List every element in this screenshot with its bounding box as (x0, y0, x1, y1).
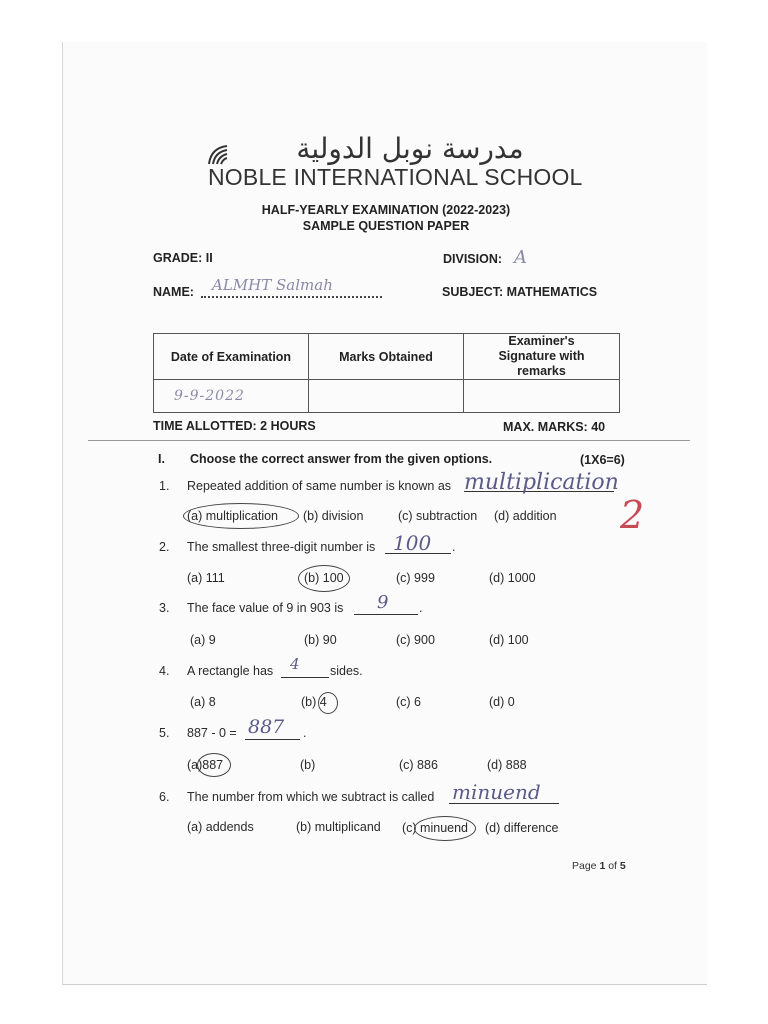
question-2-option-a: (a) 111 (187, 571, 225, 585)
question-4-option-d: (d) 0 (489, 695, 515, 709)
exam-title: HALF-YEARLY EXAMINATION (2022-2023) (261, 203, 511, 217)
question-2-number: 2. (159, 540, 170, 554)
division-label: DIVISION: (443, 252, 503, 266)
exam-info-table (153, 333, 620, 413)
section-number: I. (158, 452, 165, 466)
question-4-option-a: (a) 8 (190, 695, 216, 709)
question-2-option-c: (c) 999 (396, 571, 435, 585)
date-header: Date of Examination (154, 334, 309, 380)
division-value: A (514, 247, 527, 268)
question-1-option-d: (d) addition (494, 509, 557, 523)
name-label: NAME: (153, 285, 194, 299)
section-marks: (1X6=6) (580, 453, 625, 467)
question-1-option-b: (b) division (303, 509, 364, 523)
question-1-option-c: (c) subtraction (398, 509, 478, 523)
question-2-option-b: (b) 100 (304, 571, 344, 585)
question-5-option-c: (c) 886 (399, 758, 438, 772)
question-5-option-b: (b) (300, 758, 316, 772)
question-6-number: 6. (159, 790, 170, 804)
school-arabic-name: مدرسة نوبل الدولية (296, 132, 524, 165)
section-instruction: Choose the correct answer from the given options. (190, 452, 493, 466)
question-1-answer: multiplication (464, 470, 619, 495)
signature-header: Examiner's Signature with remarks (464, 334, 620, 380)
question-5-answer-circle (197, 753, 231, 777)
signature-value-cell (464, 380, 620, 413)
grade-label: GRADE: II (153, 251, 213, 265)
name-dotted-line (201, 296, 382, 298)
question-3-suffix: . (419, 601, 423, 615)
question-6-option-a: (a) addends (187, 820, 254, 834)
question-3-option-d: (d) 100 (489, 633, 529, 647)
question-3-text: The face value of 9 in 903 is (187, 601, 344, 615)
question-6-answer-circle (414, 816, 476, 841)
section-divider (88, 440, 690, 441)
page-footer (572, 860, 626, 872)
question-3-number: 3. (159, 601, 170, 615)
question-4-suffix: sides. (330, 664, 363, 678)
question-4-text: A rectangle has (187, 664, 274, 678)
question-5-answer: 887 (248, 716, 285, 738)
marks-value-cell (309, 380, 464, 413)
page-prefix: Page (572, 860, 600, 872)
question-1-number: 1. (159, 479, 170, 493)
question-3-option-b: (b) 90 (304, 633, 337, 647)
question-4-answer: 4 (290, 655, 300, 673)
school-english-name: NOBLE INTERNATIONAL SCHOOL (208, 164, 583, 190)
question-2-option-d: (d) 1000 (489, 571, 536, 585)
marks-header: Marks Obtained (309, 334, 464, 380)
question-1-option-a: (a) multiplication (187, 509, 279, 523)
question-3-answer: 9 (377, 592, 389, 613)
question-6-answer: minuend (452, 780, 541, 804)
name-value: ALMHT Salmah (212, 276, 333, 294)
question-2-text: The smallest three-digit number is (187, 540, 376, 554)
question-5-option-d: (d) 888 (487, 758, 527, 772)
question-6-option-d: (d) difference (485, 821, 559, 835)
teacher-mark: 2 (620, 493, 645, 537)
question-2-answer-circle (298, 565, 350, 592)
question-1-answer-circle (183, 503, 299, 529)
question-6-option-b: (b) multiplicand (296, 820, 381, 834)
max-marks: MAX. MARKS: 40 (503, 420, 606, 434)
question-5-text: 887 - 0 = (187, 726, 237, 740)
question-4-option-b: (b) 4 (301, 695, 327, 709)
question-3-option-a: (a) 9 (190, 633, 216, 647)
page-middle: of (605, 860, 620, 872)
question-4-number: 4. (159, 664, 170, 678)
question-4-answer-circle (318, 692, 338, 714)
exam-subtitle: SAMPLE QUESTION PAPER (302, 219, 470, 233)
page-current: 1 (599, 860, 606, 872)
question-6-text: The number from which we subtract is called (187, 790, 435, 804)
question-4-option-c: (c) 6 (396, 695, 421, 709)
question-1-text: Repeated addition of same number is known as (187, 479, 452, 493)
question-6-option-c: (c) minuend (402, 821, 468, 835)
page-total: 5 (619, 860, 626, 872)
question-5-suffix: . (303, 726, 307, 740)
question-4-blank (281, 664, 329, 678)
question-5-number: 5. (159, 726, 170, 740)
question-2-answer: 100 (393, 531, 432, 555)
question-3-option-c: (c) 900 (396, 633, 435, 647)
question-2-suffix: . (452, 540, 456, 554)
date-value: 9-9-2022 (174, 388, 245, 404)
subject-label: SUBJECT: MATHEMATICS (442, 285, 598, 299)
time-allotted: TIME ALLOTTED: 2 HOURS (153, 419, 316, 433)
question-5-option-a: (a)887 (187, 758, 224, 772)
date-value-cell (154, 380, 309, 413)
